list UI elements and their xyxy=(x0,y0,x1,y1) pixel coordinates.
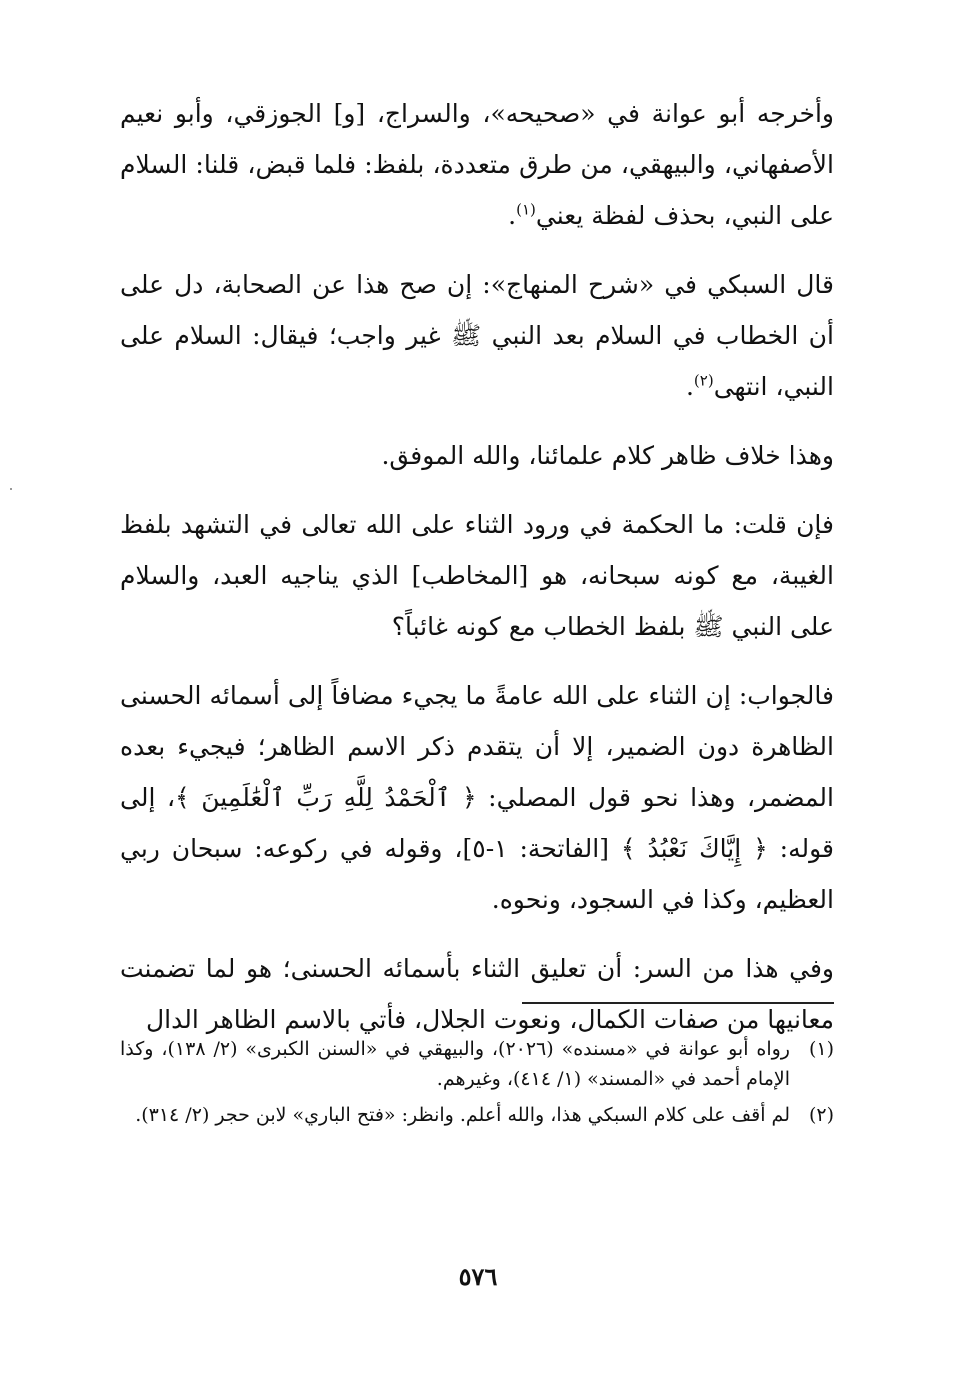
paragraph-5-text: فالجواب: إن الثناء على الله عامةً ما يجيء مضافاً إلى أسمائه الحسنى الظاهرة دون الضمير، إلا أن يتقدم ذكر الاسم الظاهر؛ فيجيء بعده المضمر، وهذا نحو قول المصلي: ﴿ ٱلْحَمْدُ لِلَّهِ رَبِّ ٱلْعَٰلَمِينَ ﴾، إلى قوله: ﴿ إِيَّاكَ نَعْبُدُ ﴾ [الفاتحة: ١-٥]، وقوله في ركوعه: سبحان ربي العظيم، وكذا في السجود، ونحوه. xyxy=(120,681,834,914)
footnote-1 xyxy=(120,1034,834,1094)
footnotes xyxy=(120,1034,834,1136)
paragraph-2-tail: . xyxy=(685,372,694,401)
paragraph-6-text: وفي هذا من السر: أن تعليق الثناء بأسمائه الحسنى؛ هو لما تضمنت معانيها من صفات الكمال، ونعوت الجلال، فأتي بالاسم الظاهر الدال xyxy=(120,954,834,1034)
main-text xyxy=(120,88,834,1063)
scan-speck xyxy=(10,488,12,490)
footnote-ref-1[interactable]: (١) xyxy=(516,200,536,219)
paragraph-3-text: وهذا خلاف ظاهر كلام علمائنا، والله الموفق. xyxy=(381,441,834,470)
page-number: ٥٧٦ xyxy=(458,1262,498,1291)
footnote-1-number: (١) xyxy=(808,1038,834,1060)
paragraph-1-tail: . xyxy=(508,201,517,230)
paragraph-4-text: فإن قلت: ما الحكمة في ورود الثناء على الله تعالى في التشهد بلفظ الغيبة، مع كونه سبحانه، هو [المخاطب] الذي يناجيه العبد، والسلام على النبي ﷺ بلفظ الخطاب مع كونه غائباً؟ xyxy=(120,510,834,641)
paragraph-6 xyxy=(120,943,834,1045)
footnote-2 xyxy=(120,1100,834,1130)
footnote-ref-2[interactable]: (٢) xyxy=(693,371,714,390)
paragraph-4 xyxy=(120,499,834,652)
footnote-1-text: رواه أبو عوانة في «مسنده» (٢٠٢٦)، والبيهقي في «السنن الكبرى» (٢/ ١٣٨)، وكذا الإمام أحمد في «المسند» (١/ ٤١٤)، وغيرهم. xyxy=(120,1038,790,1090)
footnote-divider xyxy=(522,1002,834,1004)
paragraph-3 xyxy=(120,430,834,481)
paragraph-2 xyxy=(120,259,834,412)
paragraph-1-text: وأخرجه أبو عوانة في «صحيحه»، والسراج، [و] الجوزقي، وأبو نعيم الأصفهاني، والبيهقي، من طرق متعددة، بلفظ: فلما قبض، قلنا: السلام على النبي، بحذف لفظة يعني xyxy=(120,99,834,230)
paragraph-2-text: قال السبكي في «شرح المنهاج»: إن صح هذا عن الصحابة، دل على أن الخطاب في السلام بعد النبي ﷺ غير واجب؛ فيقال: السلام على النبي، انتهى xyxy=(120,270,834,401)
footnote-2-text: لم أقف على كلام السبكي هذا، والله أعلم. وانظر: «فتح الباري» لابن حجر (٢/ ٣١٤). xyxy=(135,1104,790,1126)
footnote-2-number: (٢) xyxy=(808,1104,834,1126)
paragraph-5 xyxy=(120,670,834,925)
paragraph-1 xyxy=(120,88,834,241)
